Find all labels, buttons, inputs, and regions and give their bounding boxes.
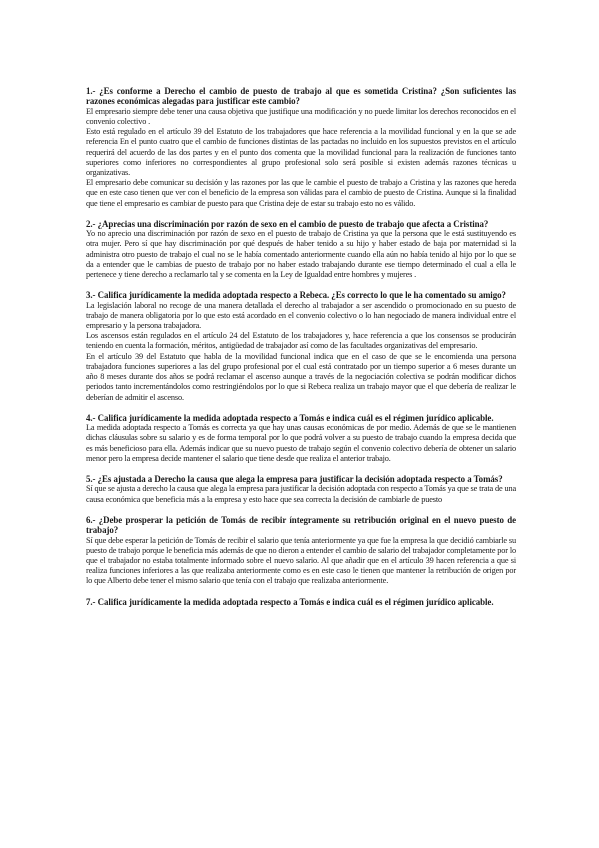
question-heading: 5.- ¿Es ajustada a Derecho la causa que alega la empresa para justificar la decisión adoptada respecto a Tomás? xyxy=(86,473,503,484)
question-heading: 1.- ¿Es conforme a Derecho el cambio de puesto de trabajo al que es sometida Cristina? ¿Son suficientes las razones económicas alegadas para justificar este cambio? xyxy=(86,86,516,107)
section-6 xyxy=(86,515,516,587)
question-heading: 6.- ¿Debe prosperar la petición de Tomás de recibir íntegramente su retribución original en el nuevo puesto de trabajo? xyxy=(86,514,516,536)
section-2 xyxy=(86,219,516,280)
answer-paragraph: La legislación laboral no recoge de una manera detallada el derecho al trabajador a ser ascendido o promocionado en su puesto de trabajo de manera obligatoria por lo que esto está acordado en el convenio colectivo o lo han negociado de manera individual entre el empresario y la persona trabajadora. xyxy=(86,300,516,331)
answer-paragraph: El empresario siempre debe tener una causa objetiva que justifique una modificación y no puede limitar los derechos reconocidos en el convenio colectivo . xyxy=(86,106,516,127)
section-4 xyxy=(86,413,516,464)
question-heading: 3.- Califica jurídicamente la medida adoptada respecto a Rebeca. ¿Es correcto lo que le ha comentado su amigo? xyxy=(86,290,506,301)
answer-paragraph: Esto está regulado en el artículo 39 del Estatuto de los trabajadores que hace referencia a la movilidad funcional y en la que se ade referencia En el punto cuatro que el cambio de funciones distintas de las pactadas no incluido en los supuestos previstos en el artículo requerirá del acuerdo de las dos partes y en el punto dos comenta que la movilidad funcional para la realización de funciones tanto superiores como inferiores no correspondientes al grupo profesional solo será posible si existen además razones técnicas u organizativas. xyxy=(86,127,516,178)
answer-paragraph: Yo no aprecio una discriminación por razón de sexo en el puesto de trabajo de Cristina ya que la persona que le está sustituyendo es otra mujer. Pero sí que hay discriminación por qué después de haber tenido a su hijo y haber estado de baja por maternidad si la administra otro puesto de trabajo el cual no se le había comentado anteriormente cuando ella aún no había tenido al hijo por lo que se da a entender que le cambias de puesto de trabajo por no haber estado trabajando durante ese tiempo determinado el cual a ella le pertenece y tiene derecho a reclamarlo tal y se comenta en la Ley de Igualdad entre hombres y mujeres . xyxy=(86,229,516,280)
answer-paragraph: En el artículo 39 del Estatuto que habla de la movilidad funcional indica que en el caso de que se le encomienda una persona trabajadora funciones superiores a las del grupo profesional por el cual está contratado por un tiempo superior a 6 meses durante un año 8 meses durante dos años se podrá reclamar el ascenso aunque a través de la negociación colectiva se podrán modificar dichos periodos tanto incrementándolos como restringiéndolos por lo que si Rebeca realiza un trabajo mayor que el que debería de realizar le deberían de admitir el ascenso. xyxy=(86,351,516,402)
section-3 xyxy=(86,290,516,402)
answer-paragraph: El empresario debe comunicar su decisión y las razones por las que le cambie el puesto de trabajo a Cristina y las razones que hereda que en este caso tienen que ver con el beneficio de la empresa son válidas para el cambio de puesto de Cristina. Aunque si la finalidad que tiene el empresario es cambiar de puesto para que Cristina deje de estar su trabajo esto no es válido. xyxy=(86,178,516,208)
answer-paragraph: La medida adoptada respecto a Tomás es correcta ya que hay unas causas económicas de por medio. Además de que se le mantienen dichas cláusulas sobre su salario y es de forma temporal por lo que podrá volver a su puesto de trabajo cuando la empresa decida que es más beneficioso para ella. Además indicar que su nuevo puesto de trabajo según el convenio colectivo debería de obtener un salario menor pero la empresa decide mantener el salario que tiene desde que realiza el anterior trabajo. xyxy=(86,423,516,463)
section-5 xyxy=(86,474,516,505)
section-7 xyxy=(86,597,516,607)
question-heading: 7.- Califica jurídicamente la medida adoptada respecto a Tomás e indica cuál es el régimen jurídico aplicable. xyxy=(86,596,494,607)
answer-paragraph: Sí que se ajusta a derecho la causa que alega la empresa para justificar la decisión adoptada con respecto a Tomás ya que se trata de una causa económica que beneficia más a la empresa y esto hace que sea correcta la decisión de cambiarle de puesto xyxy=(86,484,516,504)
question-heading: 2.- ¿Aprecias una discriminación por razón de sexo en el cambio de puesto de trabajo que afecta a Cristina? xyxy=(86,218,489,229)
section-1 xyxy=(86,86,516,209)
answer-paragraph: Sí que debe esperar la petición de Tomás de recibir el salario que tenía anteriormente ya que fue la empresa la que decidió cambiarle su puesto de trabajo porque le beneficia más además de que no dieron a entender el cambio de salario del trabajador completamente por lo que el trabajador no estaba totalmente informado sobre el nuevo salario. Al que añadir que en el artículo 39 hacen referencia a que si realiza funciones inferiores a las que realizaba anteriormente como es en este caso le tienen que mantener la retribución de origen por lo que Alberto debe tener el mismo salario que tenía con el trabajo que realizaba anteriormente. xyxy=(86,535,516,586)
answer-paragraph: Los ascensos están regulados en el artículo 24 del Estatuto de los trabajadores y, hace referencia a que los consensos se producirán teniendo en cuenta la formación, méritos, antigüedad de trabajador así como de las facultades organizativas del empresario. xyxy=(86,331,516,351)
question-heading: 4.- Califica jurídicamente la medida adoptada respecto a Tomás e indica cuál es el régimen jurídico aplicable. xyxy=(86,412,494,423)
